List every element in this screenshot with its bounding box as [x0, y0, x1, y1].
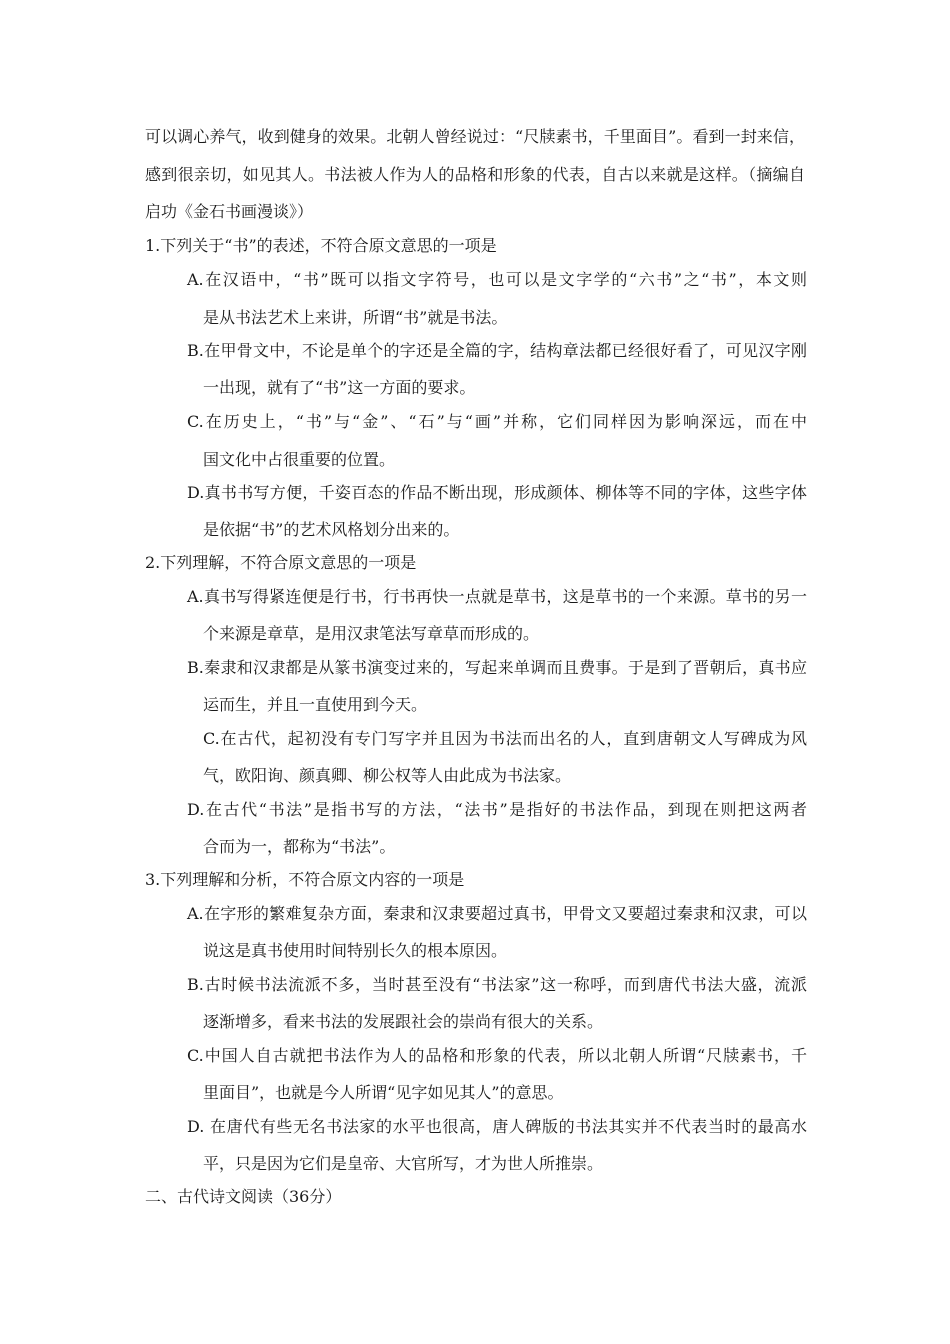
q3-option-d-line-2: 平，只是因为它们是皇帝、大官所写，才为世人所推崇。 — [203, 1154, 604, 1173]
q1-option-a-line-2: 是从书法艺术上来讲，所谓“书”就是书法。 — [203, 308, 508, 327]
question-3-stem: 3.下列理解和分析，不符合原文内容的一项是 — [145, 870, 465, 889]
q2-option-b-line-2: 运而生，并且一直使用到今天。 — [203, 695, 428, 714]
intro-line-3: 启功《金石书画漫谈》） — [145, 202, 314, 221]
q2-option-c-line-2: 气，欧阳询、颜真卿、柳公权等人由此成为书法家。 — [203, 766, 572, 785]
q2-option-c-line-1: C.在古代，起初没有专门写字并且因为书法而出名的人，直到唐朝文人写碑成为风 — [203, 729, 807, 748]
q3-option-b-line-2: 逐渐增多，看来书法的发展跟社会的崇尚有很大的关系。 — [203, 1012, 604, 1031]
q1-option-c-line-1: C.在历史上，“书”与“金”、“石”与“画”并称，它们同样因为影响深远，而在中 — [187, 412, 807, 431]
q2-option-a-line-1: A.真书写得紧连便是行书，行书再快一点就是草书，这是草书的一个来源。草书的另一 — [187, 587, 807, 606]
q1-option-b-line-1: B.在甲骨文中，不论是单个的字还是全篇的字，结构章法都已经很好看了，可见汉字刚 — [187, 341, 807, 360]
q2-option-d-line-1: D.在古代“书法”是指书写的方法，“法书”是指好的书法作品，到现在则把这两者 — [187, 800, 807, 819]
question-1-stem: 1.下列关于“书”的表述，不符合原文意思的一项是 — [145, 236, 497, 255]
q3-option-b-line-1: B.古时候书法流派不多，当时甚至没有“书法家”这一称呼，而到唐代书法大盛，流派 — [187, 975, 807, 994]
q3-option-a-line-1: A.在字形的繁难复杂方面，秦隶和汉隶要超过真书，甲骨文又要超过秦隶和汉隶，可以 — [187, 904, 807, 923]
q1-option-d-line-2: 是依据“书”的艺术风格划分出来的。 — [203, 520, 460, 539]
intro-line-2: 感到很亲切，如见其人。书法被人作为人的品格和形象的代表，自古以来就是这样。（摘编自 — [145, 165, 805, 184]
q1-option-a-line-1: A.在汉语中，“书”既可以指文字符号，也可以是文字学的“六书”之“书”，本文则 — [187, 270, 807, 289]
q3-option-d-line-1: D. 在唐代有些无名书法家的水平也很高，唐人碑版的书法其实并不代表当时的最高水 — [187, 1117, 807, 1136]
section-2-heading: 二、古代诗文阅读（36分） — [145, 1187, 342, 1206]
q1-option-d-line-1: D.真书书写方便，千姿百态的作品不断出现，形成颜体、柳体等不同的字体，这些字体 — [187, 483, 807, 502]
q1-option-c-line-2: 国文化中占很重要的位置。 — [203, 450, 396, 469]
q1-option-b-line-2: 一出现，就有了“书”这一方面的要求。 — [203, 378, 476, 397]
q2-option-a-line-2: 个来源是章草，是用汉隶笔法写章草而形成的。 — [203, 624, 540, 643]
intro-line-1: 可以调心养气，收到健身的效果。北朝人曾经说过：“尺牍素书，千里面目”。看到一封来信， — [145, 127, 805, 146]
q3-option-c-line-2: 里面目”，也就是今人所谓“见字如见其人”的意思。 — [203, 1083, 564, 1102]
q2-option-b-line-1: B.秦隶和汉隶都是从篆书演变过来的，写起来单调而且费事。于是到了晋朝后，真书应 — [187, 658, 807, 677]
q3-option-a-line-2: 说这是真书使用时间特别长久的根本原因。 — [203, 941, 508, 960]
q2-option-d-line-2: 合而为一，都称为“书法”。 — [203, 837, 396, 856]
question-2-stem: 2.下列理解，不符合原文意思的一项是 — [145, 553, 417, 572]
q3-option-c-line-1: C.中国人自古就把书法作为人的品格和形象的代表，所以北朝人所谓“尺牍素书，千 — [187, 1046, 807, 1065]
